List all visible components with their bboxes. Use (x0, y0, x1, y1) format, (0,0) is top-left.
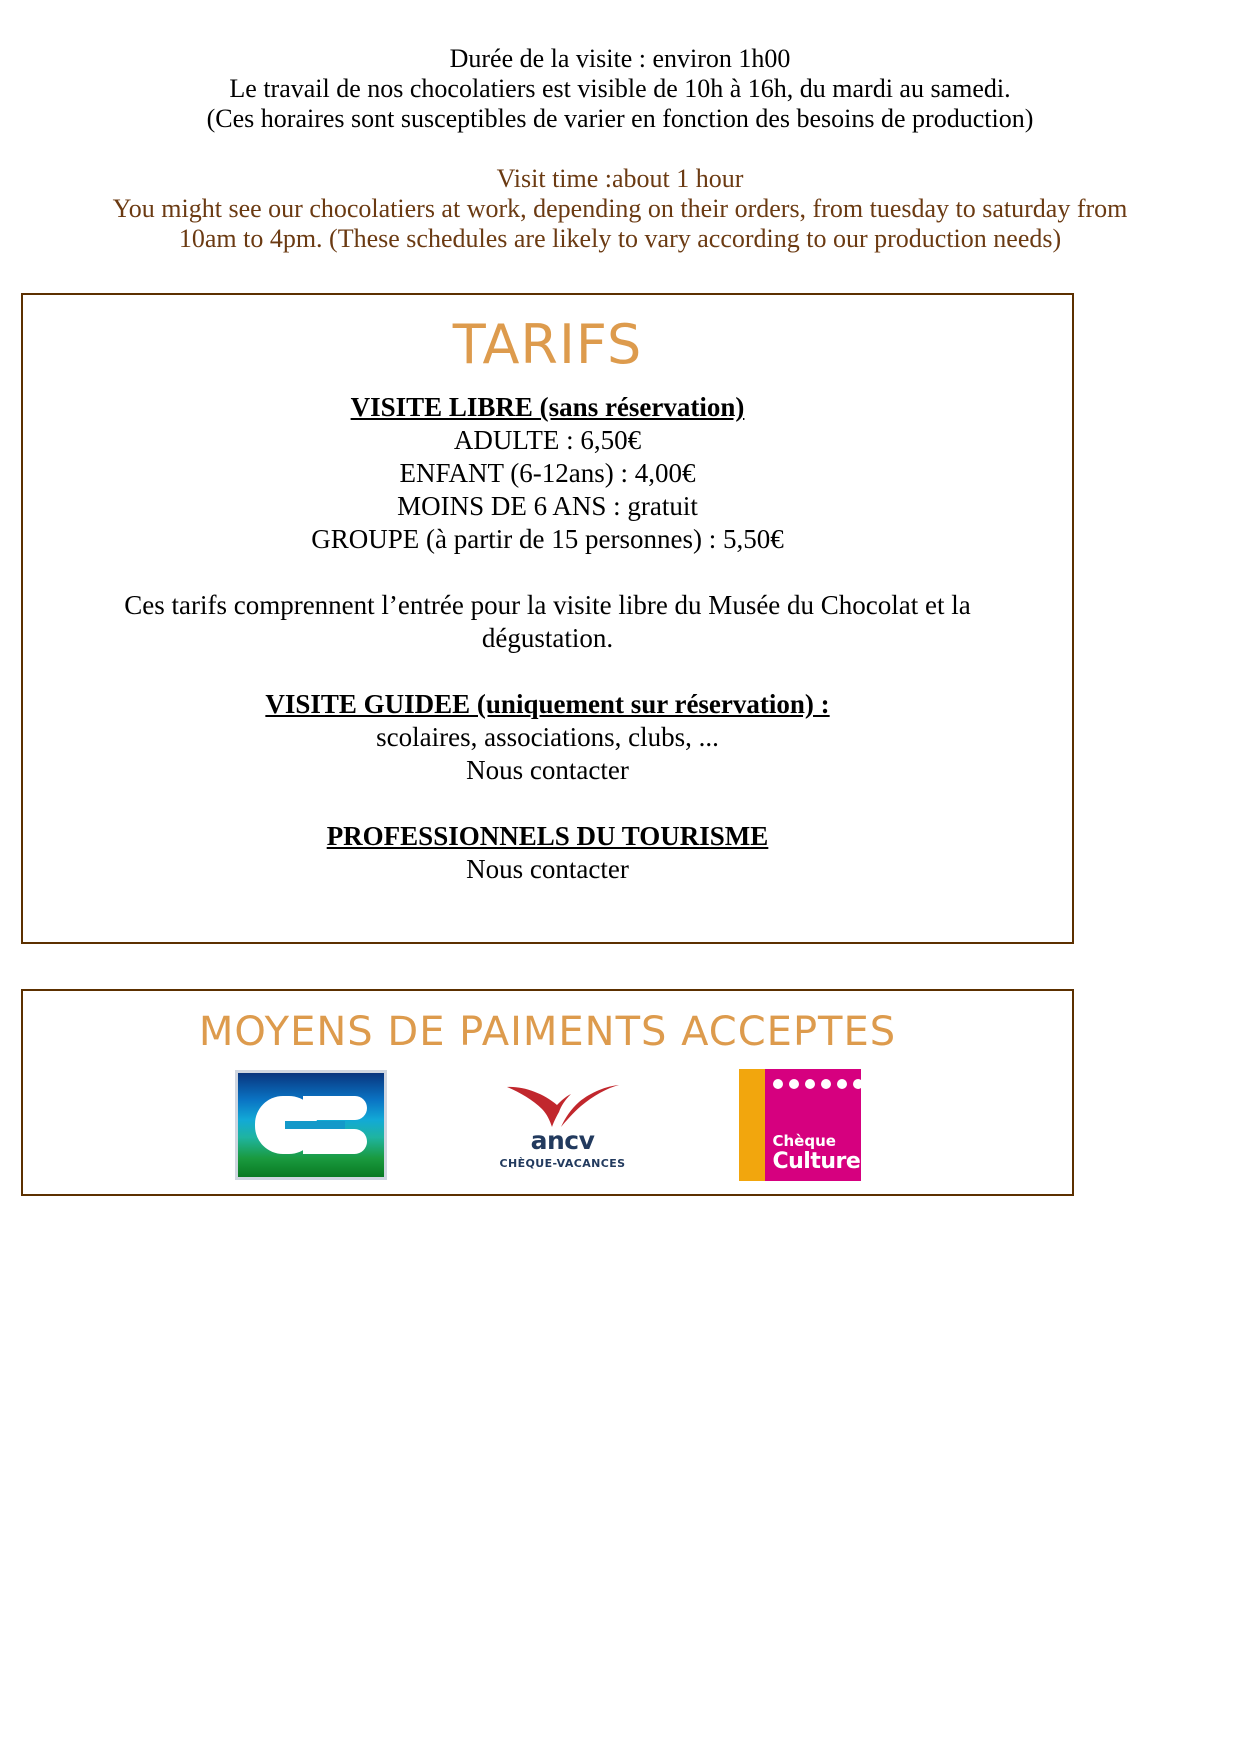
cb-letter-b-bottom (303, 1129, 367, 1154)
intro-spacer (0, 134, 1240, 164)
payments-section (21, 989, 1074, 1196)
dot-icon (789, 1079, 799, 1089)
included-note: Ces tarifs comprennent l’entrée pour la visite libre du Musée du Chocolat et la dégustation. (124, 590, 971, 653)
guided-visit-heading: VISITE GUIDEE (uniquement sur réservation) : (265, 689, 830, 719)
ancv-subtitle: CHÈQUE-VACANCES (499, 1156, 626, 1170)
price-row-moins-6-ans: MOINS DE 6 ANS : gratuit (397, 491, 698, 521)
dot-icon (853, 1079, 861, 1089)
price-row-groupe: GROUPE (à partir de 15 personnes) : 5,50€ (311, 524, 784, 554)
cheque-culture-band (739, 1069, 765, 1181)
cb-notch (285, 1121, 345, 1129)
cheque-culture-text (773, 1134, 861, 1173)
payments-title: MOYENS DE PAIMENTS ACCEPTES (198, 1009, 897, 1055)
dot-icon (805, 1079, 815, 1089)
intro-english-line: Visit time :about 1 hour (496, 164, 744, 193)
intro-block (0, 0, 1240, 254)
cheque-culture-line1: Chèque (772, 1132, 836, 1150)
tarifs-title: TARIFS (452, 313, 643, 376)
dot-icon (837, 1079, 847, 1089)
intro-english (0, 164, 1240, 254)
intro-french-line: (Ces horaires sont susceptibles de varier en fonction des besoins de production) (206, 104, 1034, 133)
cheque-culture-logo-icon (739, 1069, 861, 1181)
guided-visit-contact: Nous contacter (466, 755, 629, 785)
guided-visit-audience: scolaires, associations, clubs, ... (376, 722, 719, 752)
tourism-pros-heading: PROFESSIONNELS DU TOURISME (326, 821, 769, 851)
intro-english-line: You might see our chocolatiers at work, depending on their orders, from tuesday to saturday from (112, 194, 1128, 223)
intro-english-line: 10am to 4pm. (These schedules are likely to vary according to our production needs) (178, 224, 1062, 253)
cb-logo-icon (235, 1070, 387, 1180)
tarifs-spacer (23, 655, 1072, 688)
dot-icon (821, 1079, 831, 1089)
free-visit-heading: VISITE LIBRE (sans réservation) (350, 392, 745, 422)
payment-logos (23, 1055, 1072, 1181)
tarifs-section (21, 293, 1074, 944)
cb-letter-b-top (303, 1096, 367, 1120)
cb-mark (255, 1096, 367, 1154)
ancv-logo-icon (483, 1070, 643, 1180)
intro-french-line: Le travail de nos chocolatiers est visible de 10h à 16h, du mardi au samedi. (229, 74, 1011, 103)
tourism-pros-contact: Nous contacter (466, 854, 629, 884)
price-row-adulte: ADULTE : 6,50€ (453, 425, 642, 455)
intro-french (0, 44, 1240, 134)
tarifs-spacer (23, 787, 1072, 820)
ancv-wordmark: ancv (530, 1125, 595, 1155)
dot-icon (773, 1079, 783, 1089)
tarifs-body (23, 375, 1072, 886)
cheque-culture-dots (773, 1079, 861, 1089)
tarifs-spacer (23, 556, 1072, 589)
cheque-culture-line2: Culture (772, 1149, 861, 1174)
intro-french-line: Durée de la visite : environ 1h00 (449, 44, 791, 73)
price-row-enfant: ENFANT (6-12ans) : 4,00€ (399, 458, 696, 488)
ancv-bird-icon (503, 1081, 623, 1127)
